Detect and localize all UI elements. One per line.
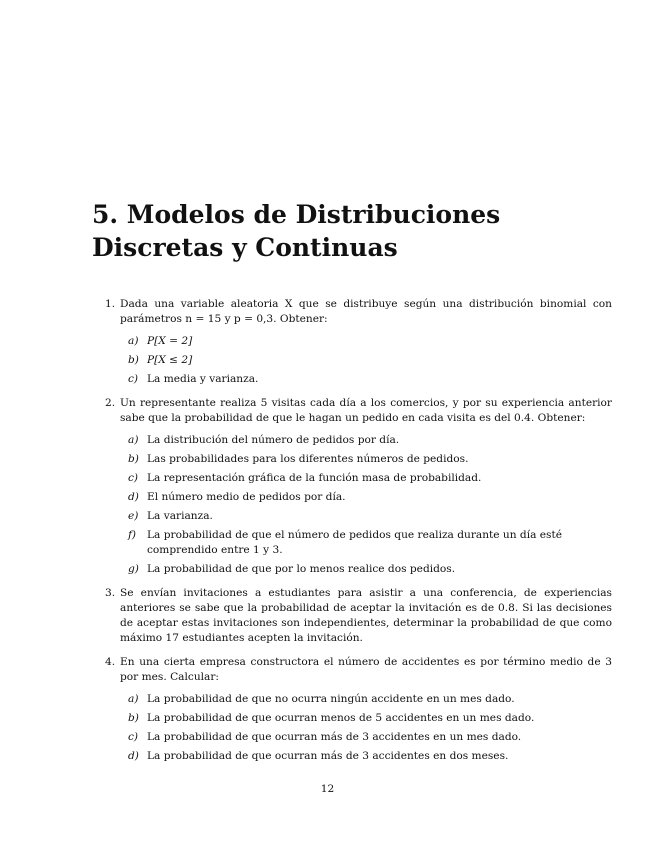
subitem-text: La probabilidad de que no ocurra ningún accidente en un mes dado. — [147, 693, 515, 705]
problem-text: Dada una variable aleatoria X que se distribuye según una distribución binomial con parámetros n = 15 y p = 0,3. Obtener: — [120, 298, 612, 325]
subitem-label: a) — [128, 335, 139, 347]
subitem-label: a) — [128, 693, 139, 705]
subitem-label: c) — [128, 472, 139, 484]
subitem — [120, 372, 612, 387]
subitem — [120, 749, 612, 764]
subitem-text: La probabilidad de que ocurran más de 3 accidentes en dos meses. — [147, 750, 509, 762]
subitem-label: c) — [128, 373, 139, 385]
subitem-text: La representación gráfica de la función masa de probabilidad. — [147, 472, 482, 484]
subitem-label: e) — [128, 510, 139, 522]
subitem — [120, 353, 612, 368]
problem-text: En una cierta empresa constructora el número de accidentes es por término medio de 3 por mes. Calcular: — [120, 656, 612, 683]
problem-item — [92, 655, 612, 764]
subitem — [120, 433, 612, 448]
subitem-label: b) — [128, 453, 139, 465]
page-number: 12 — [320, 783, 335, 795]
subitem-text: P[X ≤ 2] — [147, 354, 193, 366]
subitem-label: g) — [128, 563, 139, 575]
problem-text: Se envían invitaciones a estudiantes para asistir a una conferencia, de experiencias anteriores se sabe que la probabilidad de aceptar la invitación es de 0.8. Si las decisiones de aceptar estas invitaciones son independientes, determinar la probabilidad de que como máximo 17 estudiantes acepten la invitación. — [120, 587, 612, 644]
subitem-text: Las probabilidades para los diferentes números de pedidos. — [147, 453, 469, 465]
subitem-text: El número medio de pedidos por día. — [147, 491, 346, 503]
problem-item — [92, 297, 612, 387]
subitem-text: P[X = 2] — [147, 335, 193, 347]
problem-number: 1. — [105, 298, 116, 310]
chapter-title: 5. Modelos de Distribuciones Discretas y Continuas — [92, 200, 501, 262]
problem-number: 3. — [105, 587, 116, 599]
subitem — [120, 334, 612, 349]
subitem-label: d) — [128, 491, 139, 503]
subitem-label: c) — [128, 731, 139, 743]
problem-number: 4. — [105, 656, 116, 668]
subitem-text: La varianza. — [147, 510, 213, 522]
subitem-list — [120, 692, 612, 764]
subitem — [120, 692, 612, 707]
subitem — [120, 471, 612, 486]
subitem-text: La media y varianza. — [147, 373, 259, 385]
problem-item — [92, 586, 612, 646]
problem-number: 2. — [105, 397, 116, 409]
subitem-text: La probabilidad de que el número de pedidos que realiza durante un día esté comprendido entre 1 y 3. — [147, 529, 563, 556]
subitem-text: La probabilidad de que por lo menos realice dos pedidos. — [147, 563, 456, 575]
subitem — [120, 452, 612, 467]
subitem — [120, 562, 612, 577]
problem-text: Un representante realiza 5 visitas cada día a los comercios, y por su experiencia anterior sabe que la probabilidad de que le hagan un pedido en cada visita es del 0.4. Obtener: — [120, 397, 612, 424]
subitem-label: f) — [128, 529, 137, 541]
subitem-text: La probabilidad de que ocurran más de 3 accidentes en un mes dado. — [147, 731, 522, 743]
subitem — [120, 711, 612, 726]
problem-list — [92, 297, 612, 773]
subitem-label: d) — [128, 750, 139, 762]
subitem — [120, 490, 612, 505]
subitem-label: b) — [128, 712, 139, 724]
subitem — [120, 528, 612, 558]
subitem-list — [120, 334, 612, 387]
subitem-label: b) — [128, 354, 139, 366]
subitem — [120, 509, 612, 524]
subitem-text: La probabilidad de que ocurran menos de 5 accidentes en un mes dado. — [147, 712, 535, 724]
subitem — [120, 730, 612, 745]
problem-item — [92, 396, 612, 577]
subitem-text: La distribución del número de pedidos por día. — [147, 434, 400, 446]
subitem-label: a) — [128, 434, 139, 446]
subitem-list — [120, 433, 612, 577]
